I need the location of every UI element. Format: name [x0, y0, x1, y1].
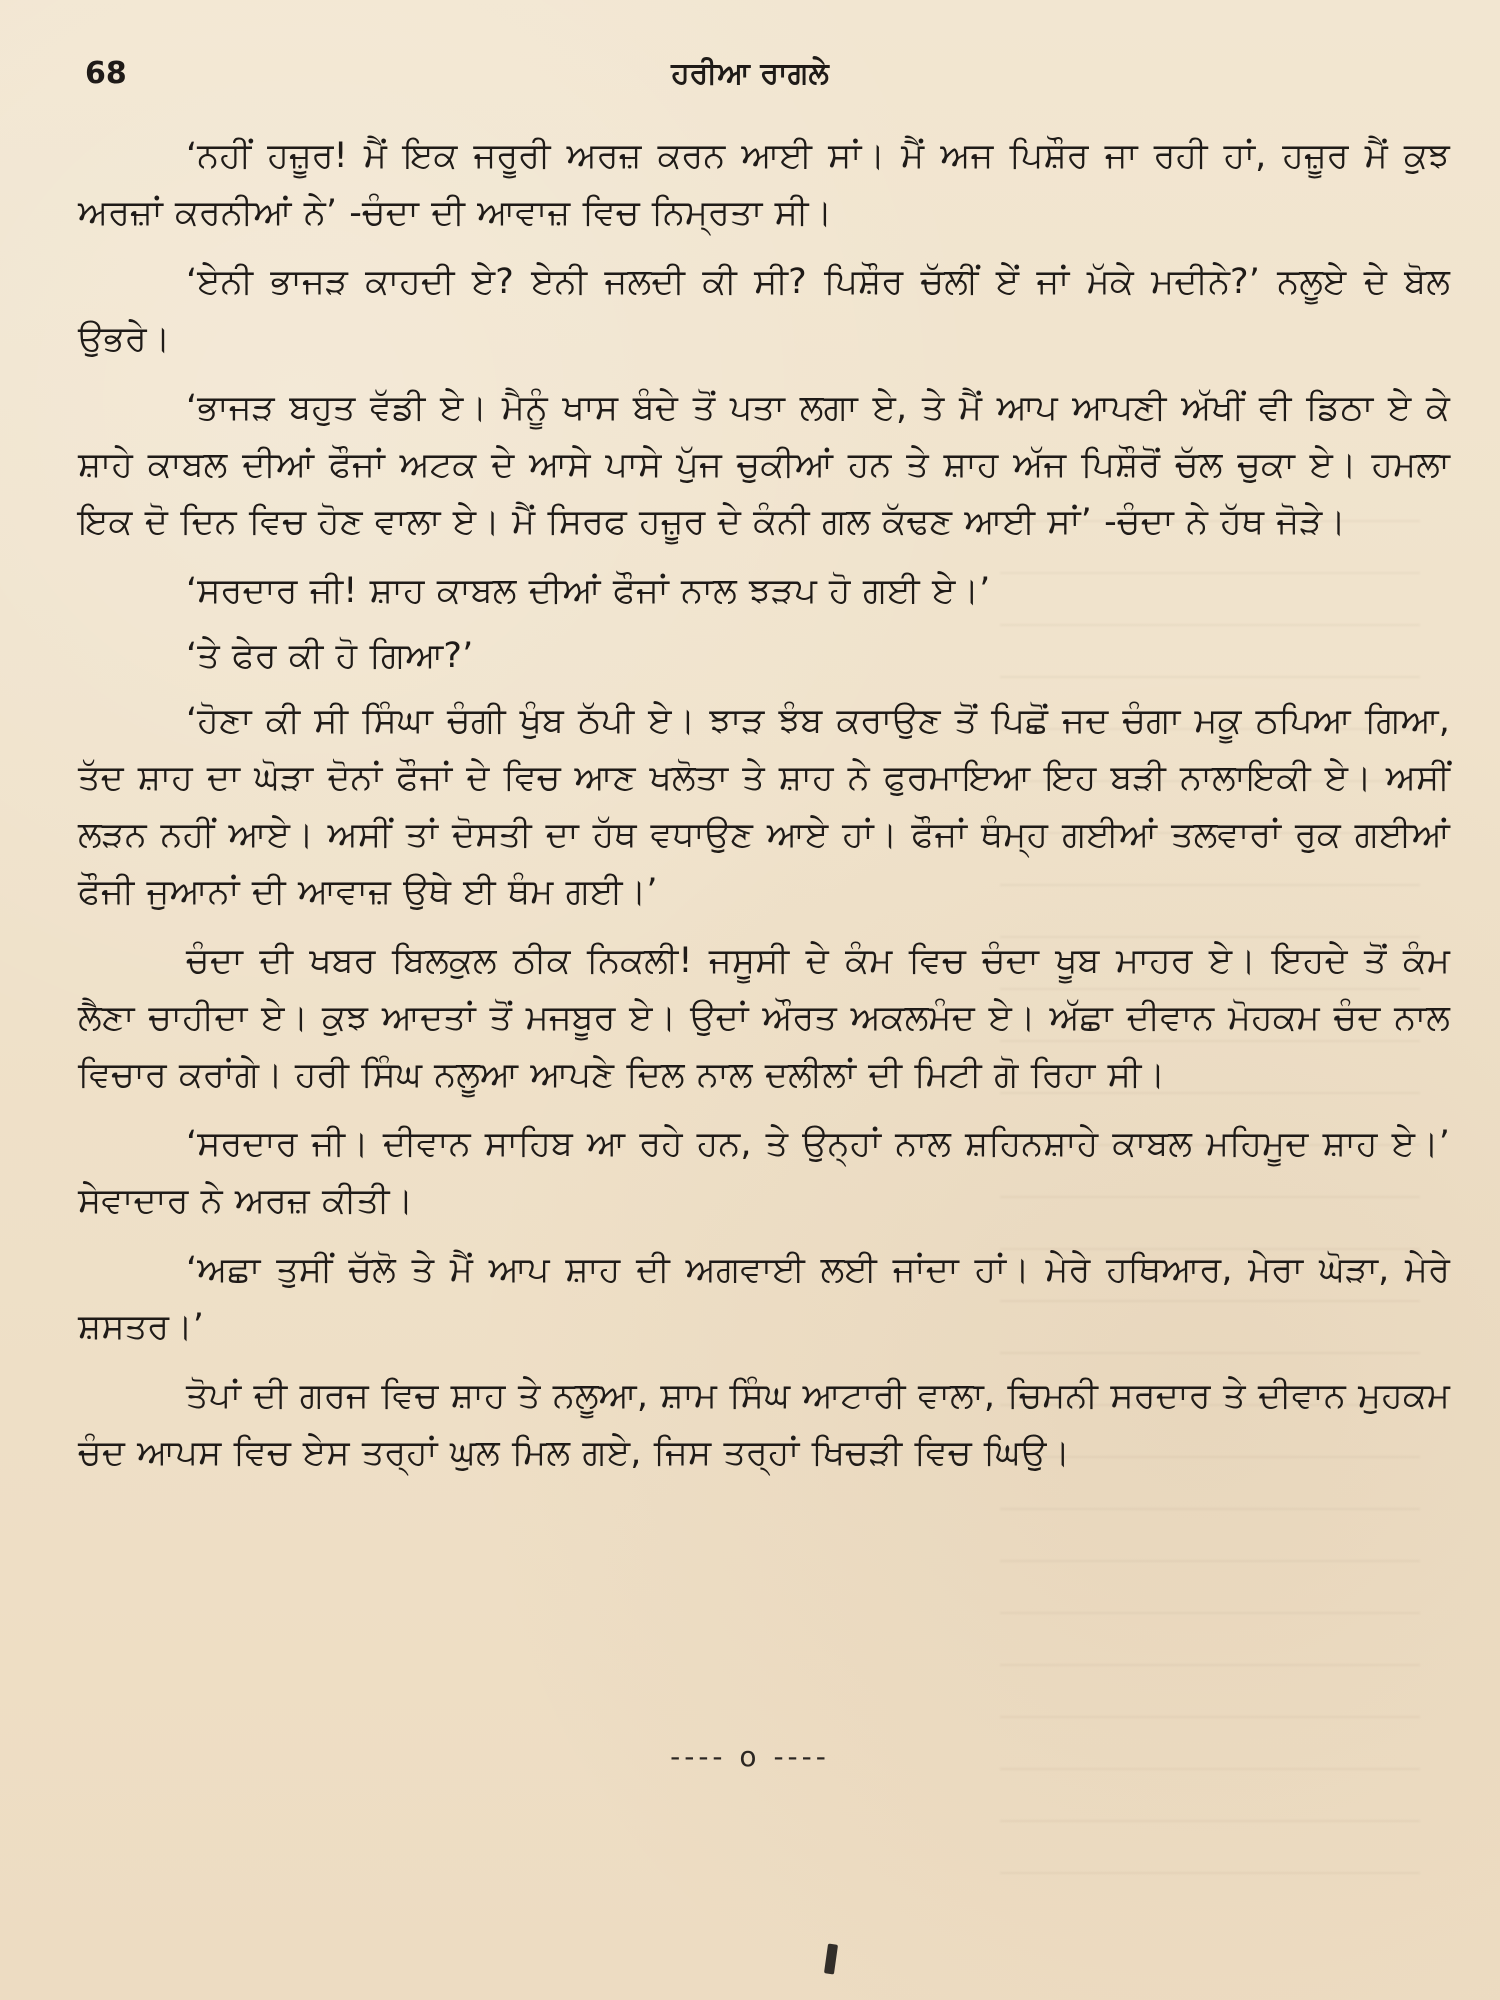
paragraph-1: ‘ਨਹੀਂ ਹਜ਼ੂਰ! ਮੈਂ ਇਕ ਜਰੂਰੀ ਅਰਜ਼ ਕਰਨ ਆਈ ਸਾਂ। ਮੈਂ ਅਜ ਪਿਸ਼ੌਰ ਜਾ ਰਹੀ ਹਾਂ, ਹਜ਼ੂਰ ਮੈਂ ਕੁਝ ਅਰਜ਼ਾਂ ਕਰਨੀਆਂ ਨੇ’ -ਚੰਦਾ ਦੀ ਆਵਾਜ਼ ਵਿਚ ਨਿਮ੍ਰਤਾ ਸੀ।	[78, 136, 1450, 233]
paragraph-7: ਚੰਦਾ ਦੀ ਖਬਰ ਬਿਲਕੁਲ ਠੀਕ ਨਿਕਲੀ! ਜਸੂਸੀ ਦੇ ਕੰਮ ਵਿਚ ਚੰਦਾ ਖੂਬ ਮਾਹਰ ਏ। ਇਹਦੇ ਤੋਂ ਕੰਮ ਲੈਣਾ ਚਾਹੀਦਾ ਏ। ਕੁਝ ਆਦਤਾਂ ਤੋਂ ਮਜਬੂਰ ਏ। ਉਦਾਂ ਔਰਤ ਅਕਲਮੰਦ ਏ। ਅੱਛਾ ਦੀਵਾਨ ਮੋਹਕਮ ਚੰਦ ਨਾਲ ਵਿਚਾਰ ਕਰਾਂਗੇ। ਹਰੀ ਸਿੰਘ ਨਲੂਆ ਆਪਣੇ ਦਿਲ ਨਾਲ ਦਲੀਲਾਂ ਦੀ ਮਿਟੀ ਗੋ ਰਿਹਾ ਸੀ।	[78, 941, 1450, 1095]
paragraph-10: ਤੋਪਾਂ ਦੀ ਗਰਜ ਵਿਚ ਸ਼ਾਹ ਤੇ ਨਲੂਆ, ਸ਼ਾਮ ਸਿੰਘ ਆਟਾਰੀ ਵਾਲਾ, ਚਿਮਨੀ ਸਰਦਾਰ ਤੇ ਦੀਵਾਨ ਮੁਹਕਮ ਚੰਦ ਆਪਸ ਵਿਚ ਏਸ ਤਰ੍ਹਾਂ ਘੁਲ ਮਿਲ ਗਏ, ਜਿਸ ਤਰ੍ਹਾਂ ਖਿਚੜੀ ਵਿਚ ਘਿਉ।	[78, 1376, 1450, 1473]
paragraph-2: ‘ਏਨੀ ਭਾਜੜ ਕਾਹਦੀ ਏ? ਏਨੀ ਜਲਦੀ ਕੀ ਸੀ? ਪਿਸ਼ੌਰ ਚੱਲੀਂ ਏਂ ਜਾਂ ਮੱਕੇ ਮਦੀਨੇ?’ ਨਲੂਏ ਦੇ ਬੋਲ ਉਭਰੇ।	[78, 262, 1450, 359]
main-text	[78, 128, 1450, 1494]
paragraph-9: ‘ਅਛਾ ਤੁਸੀਂ ਚੱਲੋ ਤੇ ਮੈਂ ਆਪ ਸ਼ਾਹ ਦੀ ਅਗਵਾਈ ਲਈ ਜਾਂਦਾ ਹਾਂ। ਮੇਰੇ ਹਥਿਆਰ, ਮੇਰਾ ਘੋੜਾ, ਮੇਰੇ ਸ਼ਸਤਰ।’	[78, 1250, 1450, 1347]
page-header	[85, 56, 1415, 96]
paragraph-5: ‘ਤੇ ਫੇਰ ਕੀ ਹੋ ਗਿਆ?’	[186, 636, 474, 676]
paragraph-3: ‘ਭਾਜੜ ਬਹੁਤ ਵੱਡੀ ਏ। ਮੈਨੂੰ ਖਾਸ ਬੰਦੇ ਤੋਂ ਪਤਾ ਲਗਾ ਏ, ਤੇ ਮੈਂ ਆਪ ਆਪਣੀ ਅੱਖੀਂ ਵੀ ਡਿਠਾ ਏ ਕੇ ਸ਼ਾਹੇ ਕਾਬਲ ਦੀਆਂ ਫੌਜਾਂ ਅਟਕ ਦੇ ਆਸੇ ਪਾਸੇ ਪੁੱਜ ਚੁਕੀਆਂ ਹਨ ਤੇ ਸ਼ਾਹ ਅੱਜ ਪਿਸ਼ੌਰੋਂ ਚੱਲ ਚੁਕਾ ਏ। ਹਮਲਾ ਇਕ ਦੋ ਦਿਨ ਵਿਚ ਹੋਣ ਵਾਲਾ ਏ। ਮੈਂ ਸਿਰਫ ਹਜ਼ੂਰ ਦੇ ਕੰਨੀ ਗਲ ਕੱਢਣ ਆਈ ਸਾਂ’ -ਚੰਦਾ ਨੇ ਹੱਥ ਜੋੜੇ।	[78, 388, 1450, 542]
paragraph-8: ‘ਸਰਦਾਰ ਜੀ। ਦੀਵਾਨ ਸਾਹਿਬ ਆ ਰਹੇ ਹਨ, ਤੇ ਉਨ੍ਹਾਂ ਨਾਲ ਸ਼ਹਿਨਸ਼ਾਹੇ ਕਾਬਲ ਮਹਿਮੂਦ ਸ਼ਾਹ ਏ।’ ਸੇਵਾਦਾਰ ਨੇ ਅਰਜ਼ ਕੀਤੀ।	[78, 1124, 1450, 1221]
running-title: ਹਰੀਆ ਰਾਗਲੇ	[671, 56, 829, 91]
paragraph-4: ‘ਸਰਦਾਰ ਜੀ! ਸ਼ਾਹ ਕਾਬਲ ਦੀਆਂ ਫੌਜਾਂ ਨਾਲ ਝੜਪ ਹੋ ਗਈ ਏ।’	[186, 571, 991, 611]
page-number: 68	[85, 56, 127, 91]
section-break: ---- o ----	[670, 1740, 830, 1773]
ink-mark	[824, 1943, 838, 1974]
paragraph-6: ‘ਹੋਣਾ ਕੀ ਸੀ ਸਿੰਘਾ ਚੰਗੀ ਖੁੰਬ ਠੱਪੀ ਏ। ਝਾੜ ਝੰਬ ਕਰਾਉਣ ਤੋਂ ਪਿਛੋਂ ਜਦ ਚੰਗਾ ਮਕੂ ਠਪਿਆ ਗਿਆ, ਤੱਦ ਸ਼ਾਹ ਦਾ ਘੋੜਾ ਦੋਨਾਂ ਫੌਜਾਂ ਦੇ ਵਿਚ ਆਣ ਖਲੋਤਾ ਤੇ ਸ਼ਾਹ ਨੇ ਫੁਰਮਾਇਆ ਇਹ ਬੜੀ ਨਾਲਾਇਕੀ ਏ। ਅਸੀਂ ਲੜਨ ਨਹੀਂ ਆਏ। ਅਸੀਂ ਤਾਂ ਦੋਸਤੀ ਦਾ ਹੱਥ ਵਧਾਉਣ ਆਏ ਹਾਂ। ਫੌਜਾਂ ਥੰਮ੍ਹ ਗਈਆਂ ਤਲਵਾਰਾਂ ਰੁਕ ਗਈਆਂ ਫੌਜੀ ਜੁਆਨਾਂ ਦੀ ਆਵਾਜ਼ ਉਥੇ ਈ ਥੰਮ ਗਈ।’	[78, 701, 1450, 912]
